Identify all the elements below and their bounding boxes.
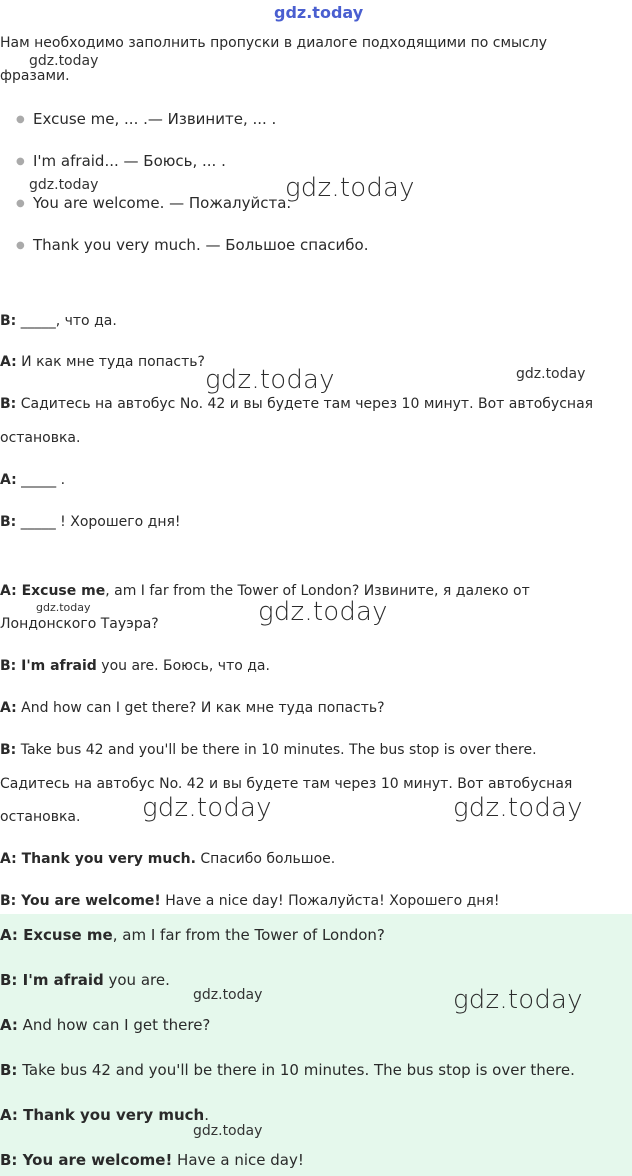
watermark: gdz.today xyxy=(36,601,91,614)
speaker-label: A: xyxy=(0,354,17,370)
answer-phrase: Thank you very much. xyxy=(16,851,196,867)
speaker-label: A: xyxy=(0,926,18,944)
dialog-line xyxy=(0,926,385,944)
answer-phrase: You are welcome! xyxy=(17,1151,173,1169)
bullet-icon: ● xyxy=(16,240,25,251)
answer-phrase: I'm afraid xyxy=(16,658,97,674)
dialog-line xyxy=(0,893,499,909)
speaker-label: A: xyxy=(0,1106,18,1124)
line-text: Have a nice day! Пожалуйста! Хорошего дня! xyxy=(160,893,500,909)
watermark: gdz.today xyxy=(29,53,99,69)
answer-phrase: I'm afraid xyxy=(17,971,104,989)
dialog-line xyxy=(0,851,335,867)
line-text: Садитесь на автобус No. 42 и вы будете там через 10 минут. Вот автобусная xyxy=(16,396,594,412)
dialog-line xyxy=(0,396,593,412)
line-text: И как мне туда попасть? xyxy=(16,354,205,370)
speaker-label: A: xyxy=(0,583,17,599)
answer-phrase: Excuse me xyxy=(16,583,106,599)
answer-phrase: Excuse me xyxy=(17,926,113,944)
bullet-icon: ● xyxy=(16,156,25,167)
speaker-label: A: xyxy=(0,1016,18,1034)
dialog-line xyxy=(0,1016,210,1034)
dialog-line xyxy=(0,313,117,329)
task-line-1: Нам необходимо заполнить пропуски в диалоге подходящими по смыслу xyxy=(0,35,547,51)
dialog-line xyxy=(0,700,385,716)
speaker-label: B: xyxy=(0,313,17,329)
dialog-line xyxy=(0,742,537,758)
line-text: Have a nice day! xyxy=(172,1151,304,1169)
line-text: you are. Боюсь, что да. xyxy=(96,658,270,674)
speaker-label: B: xyxy=(0,893,17,909)
bullet-icon: ● xyxy=(16,114,25,125)
speaker-label: B: xyxy=(0,1061,18,1079)
dialog-line xyxy=(0,658,270,674)
dialog-line-cont: остановка. xyxy=(0,430,81,446)
line-text: Take bus 42 and you'll be there in 10 minutes. The bus stop is over there. xyxy=(16,742,537,758)
line-text: _____ ! Хорошего дня! xyxy=(16,514,181,530)
speaker-label: B: xyxy=(0,396,17,412)
speaker-label: A: xyxy=(0,851,17,867)
dialog-line xyxy=(0,1061,575,1079)
list-item: I'm afraid... — Боюсь, ... . xyxy=(33,152,226,170)
bullet-icon: ● xyxy=(16,198,25,209)
speaker-label: B: xyxy=(0,658,17,674)
speaker-label: B: xyxy=(0,742,17,758)
answer-phrase: You are welcome! xyxy=(16,893,161,909)
dialog-line-cont: Садитесь на автобус No. 42 и вы будете там через 10 минут. Вот автобусная xyxy=(0,776,573,792)
dialog-line-cont: остановка. xyxy=(0,809,81,825)
watermark: gdz.today xyxy=(29,177,99,193)
speaker-label: B: xyxy=(0,1151,18,1169)
speaker-label: B: xyxy=(0,971,18,989)
watermark: gdz.today xyxy=(193,1123,263,1139)
watermark: gdz.today xyxy=(285,173,415,203)
line-text: Take bus 42 and you'll be there in 10 minutes. The bus stop is over there. xyxy=(17,1061,575,1079)
dialog-line xyxy=(0,472,65,488)
speaker-label: A: xyxy=(0,700,17,716)
line-text: _____, что да. xyxy=(16,313,117,329)
dialog-line xyxy=(0,1151,304,1169)
watermark: gdz.today xyxy=(516,366,586,382)
line-text: you are. xyxy=(103,971,170,989)
dialog-line xyxy=(0,514,181,530)
site-logo[interactable]: gdz.today xyxy=(274,3,364,22)
dialog-line xyxy=(0,971,170,989)
dialog-line xyxy=(0,1106,209,1124)
answer-phrase: Thank you very much xyxy=(17,1106,205,1124)
speaker-label: B: xyxy=(0,514,17,530)
watermark: gdz.today xyxy=(142,793,272,823)
watermark: gdz.today xyxy=(453,985,583,1015)
line-text: , am I far from the Tower of London? Извините, я далеко от xyxy=(105,583,530,599)
watermark: gdz.today xyxy=(193,987,263,1003)
line-text: , am I far from the Tower of London? xyxy=(112,926,385,944)
line-text: And how can I get there? И как мне туда попасть? xyxy=(16,700,385,716)
line-text: . xyxy=(204,1106,210,1124)
speaker-label: A: xyxy=(0,472,17,488)
watermark: gdz.today xyxy=(258,597,388,627)
dialog-line-cont: Лондонского Тауэра? xyxy=(0,616,159,632)
line-text: And how can I get there? xyxy=(17,1016,211,1034)
list-item: Thank you very much. — Большое спасибо. xyxy=(33,236,369,254)
watermark: gdz.today xyxy=(205,365,335,395)
answer-block xyxy=(0,914,632,1176)
dialog-line xyxy=(0,354,205,370)
list-item: You are welcome. — Пожалуйста. xyxy=(33,194,292,212)
line-text: _____ . xyxy=(16,472,66,488)
line-text: Спасибо большое. xyxy=(195,851,336,867)
watermark: gdz.today xyxy=(453,793,583,823)
task-line-2: фразами. xyxy=(0,68,70,84)
list-item: Excuse me, ... .— Извините, ... . xyxy=(33,110,277,128)
